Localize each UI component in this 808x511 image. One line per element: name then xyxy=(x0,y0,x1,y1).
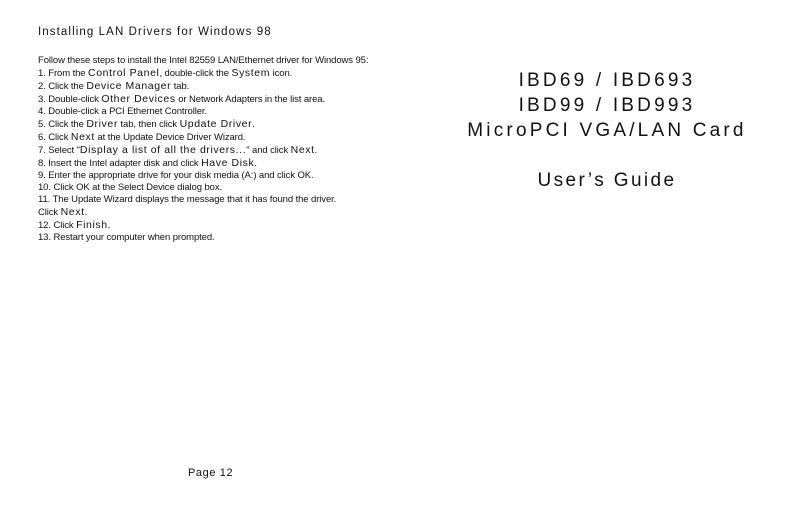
step-item: 1. From the Control Panel, double-click the System icon. xyxy=(38,67,293,79)
step-item: 13. Restart your computer when prompted. xyxy=(38,232,215,243)
ui-term: System xyxy=(231,67,271,79)
step-item: 12. Click Finish. xyxy=(38,219,111,231)
instructions-page xyxy=(38,26,398,244)
page-number: Page 12 xyxy=(188,467,234,479)
step-item: 8. Insert the Intel adapter disk and click Have Disk. xyxy=(38,157,257,169)
step-item: 10. Click OK at the Select Device dialog box. xyxy=(38,182,223,193)
step-item: 5. Click the Driver tab, then click Update Driver. xyxy=(38,118,255,130)
model-line: IBD99 / IBD993 xyxy=(518,95,696,116)
model-line: IBD69 / IBD693 xyxy=(518,70,696,91)
step-item: 11. The Update Wizard displays the message that it has found the driver. xyxy=(38,194,337,205)
step-item: 7. Select "Display a list of all the drivers..." and click Next. xyxy=(38,144,318,156)
ui-term: Have Disk xyxy=(201,157,255,169)
ui-term: Finish xyxy=(76,219,108,231)
step-item: 9. Enter the appropriate drive for your disk media (A:) and click OK. xyxy=(38,170,314,181)
step-item: 4. Double-click a PCI Ethernet Controller. xyxy=(38,106,207,117)
product-name: MicroPCI VGA/LAN Card xyxy=(467,120,747,141)
ui-term: Display a list of all the drivers... xyxy=(79,144,247,156)
step-item: Click Next. xyxy=(38,206,88,218)
ui-term: Driver xyxy=(86,118,118,130)
step-item: 2. Click the Device Manager tab. xyxy=(38,80,190,92)
ui-term: Update Driver xyxy=(179,118,253,130)
section-title: Installing LAN Drivers for Windows 98 xyxy=(38,26,272,38)
intro-text: Follow these steps to install the Intel 82559 LAN/Ethernet driver for Windows 95: xyxy=(38,55,369,66)
ui-term: Control Panel xyxy=(88,67,160,79)
ui-term: Next xyxy=(60,206,85,218)
ui-term: Device Manager xyxy=(86,80,172,92)
ui-term: Next xyxy=(290,144,315,156)
install-steps-list xyxy=(38,67,398,244)
guide-title: User’s Guide xyxy=(537,170,677,191)
step-item: 3. Double-click Other Devices or Network Adapters in the list area. xyxy=(38,93,325,105)
cover-page xyxy=(462,68,752,193)
step-item: 6. Click Next at the Update Device Driver Wizard. xyxy=(38,131,246,143)
ui-term: Other Devices xyxy=(101,93,176,105)
ui-term: Next xyxy=(70,131,95,143)
